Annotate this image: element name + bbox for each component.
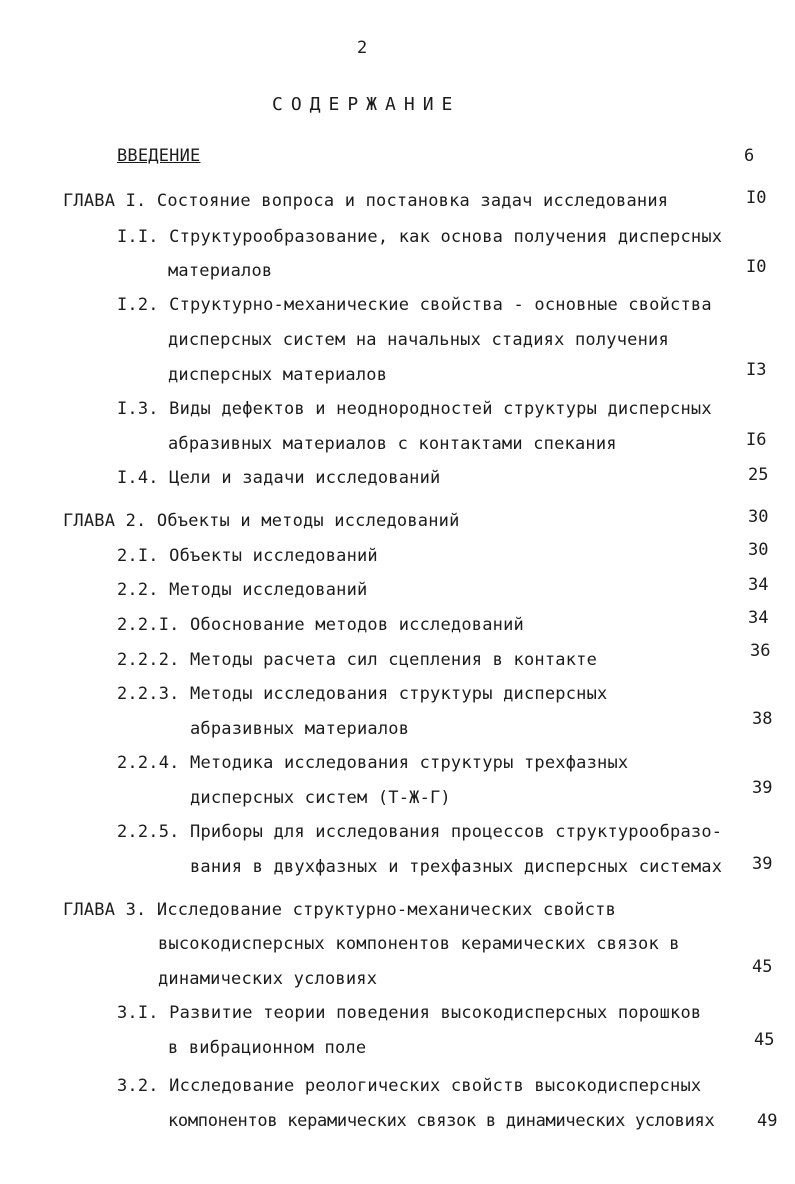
- toc-entry-page: I0: [746, 188, 767, 208]
- toc-entry-text: 2.2. Методы исследований: [117, 580, 368, 600]
- toc-entry-page: 30: [748, 540, 769, 560]
- toc-entry-text: I.2. Структурно-механические свойства - основные свойства: [117, 295, 712, 315]
- toc-entry-text: материалов: [168, 261, 273, 281]
- toc-entry-text: в вибрационном поле: [168, 1038, 367, 1058]
- toc-entry-text: I.3. Виды дефектов и неоднородностей структуры дисперсных: [117, 399, 712, 419]
- toc-entry-text: 2.2.4. Методика исследования структуры трехфазных: [117, 753, 629, 773]
- toc-entry-page: I6: [746, 430, 767, 450]
- toc-entry-page: 25: [748, 465, 769, 485]
- toc-entry-text: абразивных материалов с контактами спекания: [168, 434, 617, 454]
- toc-entry-text: динамических условиях: [158, 969, 378, 989]
- toc-entry-text: дисперсных материалов: [168, 365, 388, 385]
- toc-entry-page: 39: [752, 778, 773, 798]
- toc-entry-text: 2.I. Объекты исследований: [117, 546, 378, 566]
- page-number: 2: [357, 38, 368, 58]
- toc-entry-page: 34: [748, 575, 769, 595]
- toc-entry-text: 2.2.I. Обоснование методов исследований: [117, 615, 524, 635]
- toc-entry-page: 45: [752, 957, 773, 977]
- toc-entry-text: высокодисперсных компонентов керамических связок в: [158, 934, 680, 954]
- toc-entry-text: 3.I. Развитие теории поведения высокодисперсных порошков: [117, 1003, 702, 1023]
- toc-entry-text: ГЛАВА I. Состояние вопроса и постановка задач исследования: [63, 191, 669, 211]
- toc-entry-page: 49: [757, 1111, 778, 1131]
- toc-entry-text: I.4. Цели и задачи исследований: [117, 468, 441, 488]
- toc-entry-page: 6: [744, 146, 755, 166]
- toc-entry-text: 2.2.5. Приборы для исследования процессов структурообразо-: [117, 822, 723, 842]
- toc-entry-page: 34: [748, 608, 769, 628]
- toc-entry-page: 38: [752, 709, 773, 729]
- toc-entry-text: I.I. Структурообразование, как основа получения дисперсных: [117, 227, 723, 247]
- toc-entry-page: 36: [750, 641, 771, 661]
- toc-entry-text: вания в двухфазных и трехфазных дисперсных системах: [190, 857, 723, 877]
- toc-entry-page: 45: [754, 1030, 775, 1050]
- toc-entry-text: дисперсных систем (Т-Ж-Г): [190, 788, 451, 808]
- toc-entry-text: ГЛАВА 2. Объекты и методы исследований: [63, 511, 460, 531]
- toc-entry-text: 2.2.3. Методы исследования структуры дисперсных: [117, 684, 608, 704]
- toc-entry-page: 39: [752, 854, 773, 874]
- toc-entry-text: 2.2.2. Методы расчета сил сцепления в контакте: [117, 650, 598, 670]
- toc-entry-text: ВВЕДЕНИЕ: [117, 146, 201, 166]
- toc-entry-page: I0: [746, 257, 767, 277]
- toc-entry-page: I3: [746, 360, 767, 380]
- toc-entry-text: абразивных материалов: [190, 719, 410, 739]
- toc-entry-page: 30: [748, 507, 769, 527]
- contents-title: СОДЕРЖАНИЕ: [272, 94, 461, 115]
- toc-entry-text: ГЛАВА 3. Исследование структурно-механических свойств: [63, 900, 617, 920]
- toc-entry-text: дисперсных систем на начальных стадиях получения: [168, 330, 669, 350]
- toc-entry-text: 3.2. Исследование реологических свойств высокодисперсных: [117, 1076, 702, 1096]
- toc-entry-text: компонентов керамических связок в динамических условиях: [168, 1111, 715, 1131]
